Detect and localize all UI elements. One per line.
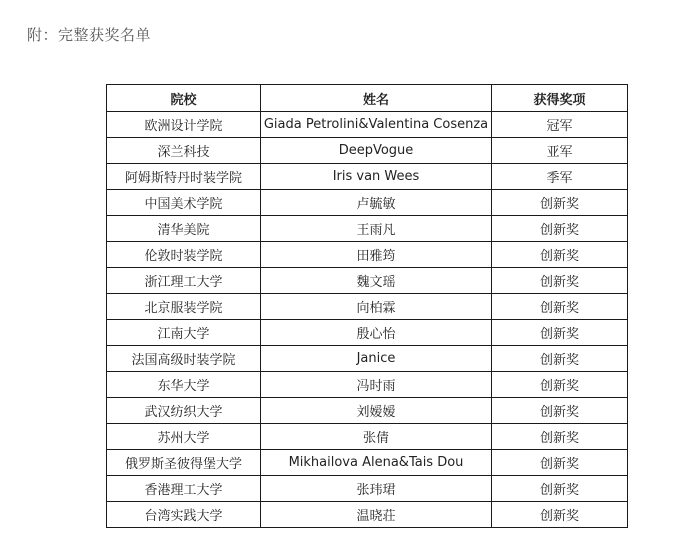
table-row [107,268,628,294]
cell-name: DeepVogue [261,138,492,164]
column-header-name: 姓名 [261,85,492,112]
cell-school: 台湾实践大学 [107,502,261,528]
cell-award: 冠军 [492,112,628,138]
cell-name: 张倩 [261,424,492,450]
cell-award: 创新奖 [492,320,628,346]
cell-award: 创新奖 [492,190,628,216]
table-header-row [107,85,628,112]
cell-school: 江南大学 [107,320,261,346]
cell-name: 王雨凡 [261,216,492,242]
cell-school: 清华美院 [107,216,261,242]
cell-name: Janice [261,346,492,372]
cell-award: 创新奖 [492,424,628,450]
cell-school: 中国美术学院 [107,190,261,216]
cell-award: 创新奖 [492,502,628,528]
cell-school: 伦敦时装学院 [107,242,261,268]
table-row [107,112,628,138]
cell-name: 张玮珺 [261,476,492,502]
cell-name: 刘嫒嫒 [261,398,492,424]
column-header-award: 获得奖项 [492,85,628,112]
cell-name: 田雅筠 [261,242,492,268]
cell-school: 阿姆斯特丹时装学院 [107,164,261,190]
column-header-school: 院校 [107,85,261,112]
table-row [107,294,628,320]
cell-award: 创新奖 [492,450,628,476]
award-winners-table [106,84,628,528]
cell-name: 卢毓敏 [261,190,492,216]
cell-name: 温晓荘 [261,502,492,528]
table-row [107,242,628,268]
table-row [107,398,628,424]
cell-award: 创新奖 [492,294,628,320]
table-row [107,502,628,528]
cell-award: 创新奖 [492,476,628,502]
table-row [107,190,628,216]
page-caption: 附：完整获奖名单 [27,26,152,44]
cell-name: Mikhailova Alena&Tais Dou [261,450,492,476]
cell-school: 东华大学 [107,372,261,398]
cell-award: 创新奖 [492,216,628,242]
cell-school: 浙江理工大学 [107,268,261,294]
cell-name: 冯时雨 [261,372,492,398]
cell-school: 深兰科技 [107,138,261,164]
cell-school: 俄罗斯圣彼得堡大学 [107,450,261,476]
table-row [107,216,628,242]
table-row [107,372,628,398]
cell-award: 创新奖 [492,268,628,294]
table-row [107,424,628,450]
cell-name: Iris van Wees [261,164,492,190]
table-row [107,320,628,346]
cell-school: 武汉纺织大学 [107,398,261,424]
cell-award: 创新奖 [492,398,628,424]
table-row [107,476,628,502]
cell-school: 苏州大学 [107,424,261,450]
cell-name: Giada Petrolini&Valentina Cosenza [261,112,492,138]
cell-name: 殷心怡 [261,320,492,346]
cell-school: 欧洲设计学院 [107,112,261,138]
table-row [107,346,628,372]
table-row [107,164,628,190]
cell-school: 法国高级时装学院 [107,346,261,372]
cell-name: 魏文瑶 [261,268,492,294]
table-row [107,138,628,164]
cell-award: 亚军 [492,138,628,164]
cell-school: 香港理工大学 [107,476,261,502]
table-row [107,450,628,476]
cell-award: 创新奖 [492,242,628,268]
cell-name: 向柏霖 [261,294,492,320]
cell-award: 季军 [492,164,628,190]
cell-award: 创新奖 [492,346,628,372]
cell-award: 创新奖 [492,372,628,398]
cell-school: 北京服装学院 [107,294,261,320]
